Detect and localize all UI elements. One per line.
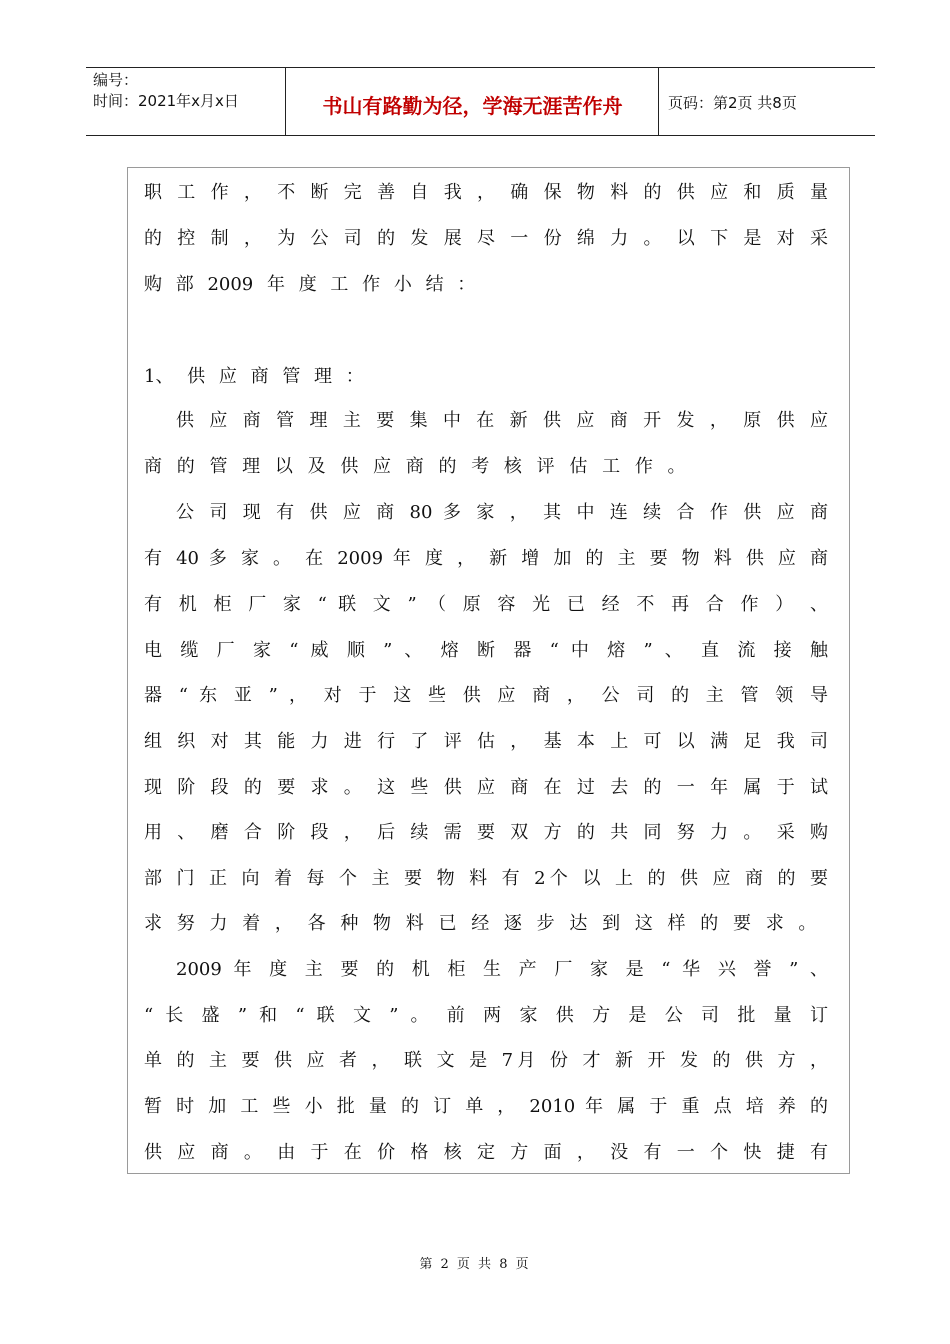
body-line: 购 部 2009 年 度 工 作 小 结 ： [144,274,476,295]
header-divider-left [285,67,286,136]
body-line: 求 努 力 着 ， 各 种 物 料 已 经 逐 步 达 到 这 样 的 要 求 。 [144,913,817,934]
header-motto: 书山有路勤为径，学海无涯苦作舟 [322,94,623,118]
header-meta [93,70,283,112]
header-page-info: 页码：第2页 共8页 [668,94,797,112]
body-line: 器 “ 东 亚 ” ， 对 于 这 些 供 应 商 ， 公 司 的 主 管 领 导 [144,685,828,706]
document-date-label: 时间：2021年x月x日 [93,92,239,110]
body-line: 公 司 现 有 供 应 商 80 多 家 ， 其 中 连 续 合 作 供 应 商 [176,502,828,523]
document-number-label: 编号： [93,71,139,89]
body-line: 组 织 对 其 能 力 进 行 了 评 估 ， 基 本 上 可 以 满 足 我 司 [144,731,828,752]
body-line: “ 长 盛 ” 和 “ 联 文 ” 。 前 两 家 供 方 是 公 司 批 量 订 [144,1005,828,1026]
body-line: 单 的 主 要 供 应 者 ， 联 文 是 7月 份 才 新 开 发 的 供 方 ， [144,1050,828,1071]
section-heading: 1、 供 应 商 管 理 ： [144,366,364,387]
body-line: 供 应 商 管 理 主 要 集 中 在 新 供 应 商 开 发 ， 原 供 应 [176,410,828,431]
body-line: 电 缆 厂 家 “ 威 顺 ” 、 熔 断 器 “ 中 熔 ” 、 直 流 接 触 [144,640,828,661]
body-line: 部 门 正 向 着 每 个 主 要 物 料 有 2个 以 上 的 供 应 商 的 要 [144,868,828,889]
header-bottom-rule [86,135,875,136]
body-line: 2009 年 度 主 要 的 机 柜 生 产 厂 家 是 “ 华 兴 誉 ” 、 [176,959,828,980]
body-line: 有 40 多 家 。 在 2009 年 度 ， 新 增 加 的 主 要 物 料 供 应 商 [144,548,828,569]
body-line: 职 工 作 ， 不 断 完 善 自 我 ， 确 保 物 料 的 供 应 和 质 量 [144,182,828,203]
page-footer: 第 2 页 共 8 页 [419,1257,531,1272]
body-line: 用 、 磨 合 阶 段 ， 后 续 需 要 双 方 的 共 同 努 力 。 采 购 [144,822,828,843]
body-line: 供 应 商 。 由 于 在 价 格 核 定 方 面 ， 没 有 一 个 快 捷 有 [144,1142,828,1163]
body-line: 有 机 柜 厂 家 “ 联 文 ” （ 原 容 光 已 经 不 再 合 作 ） 、 [144,594,828,615]
body-line: 现 阶 段 的 要 求 。 这 些 供 应 商 在 过 去 的 一 年 属 于 试 [144,777,828,798]
body-line: 商 的 管 理 以 及 供 应 商 的 考 核 评 估 工 作 。 [144,456,686,477]
header-divider-right [658,67,659,136]
body-line: 暂 时 加 工 些 小 批 量 的 订 单 ， 2010 年 属 于 重 点 培 养 的 [144,1096,828,1117]
body-line: 的 控 制 ， 为 公 司 的 发 展 尽 一 份 绵 力 。 以 下 是 对 采 [144,228,828,249]
header-top-rule [86,67,875,68]
